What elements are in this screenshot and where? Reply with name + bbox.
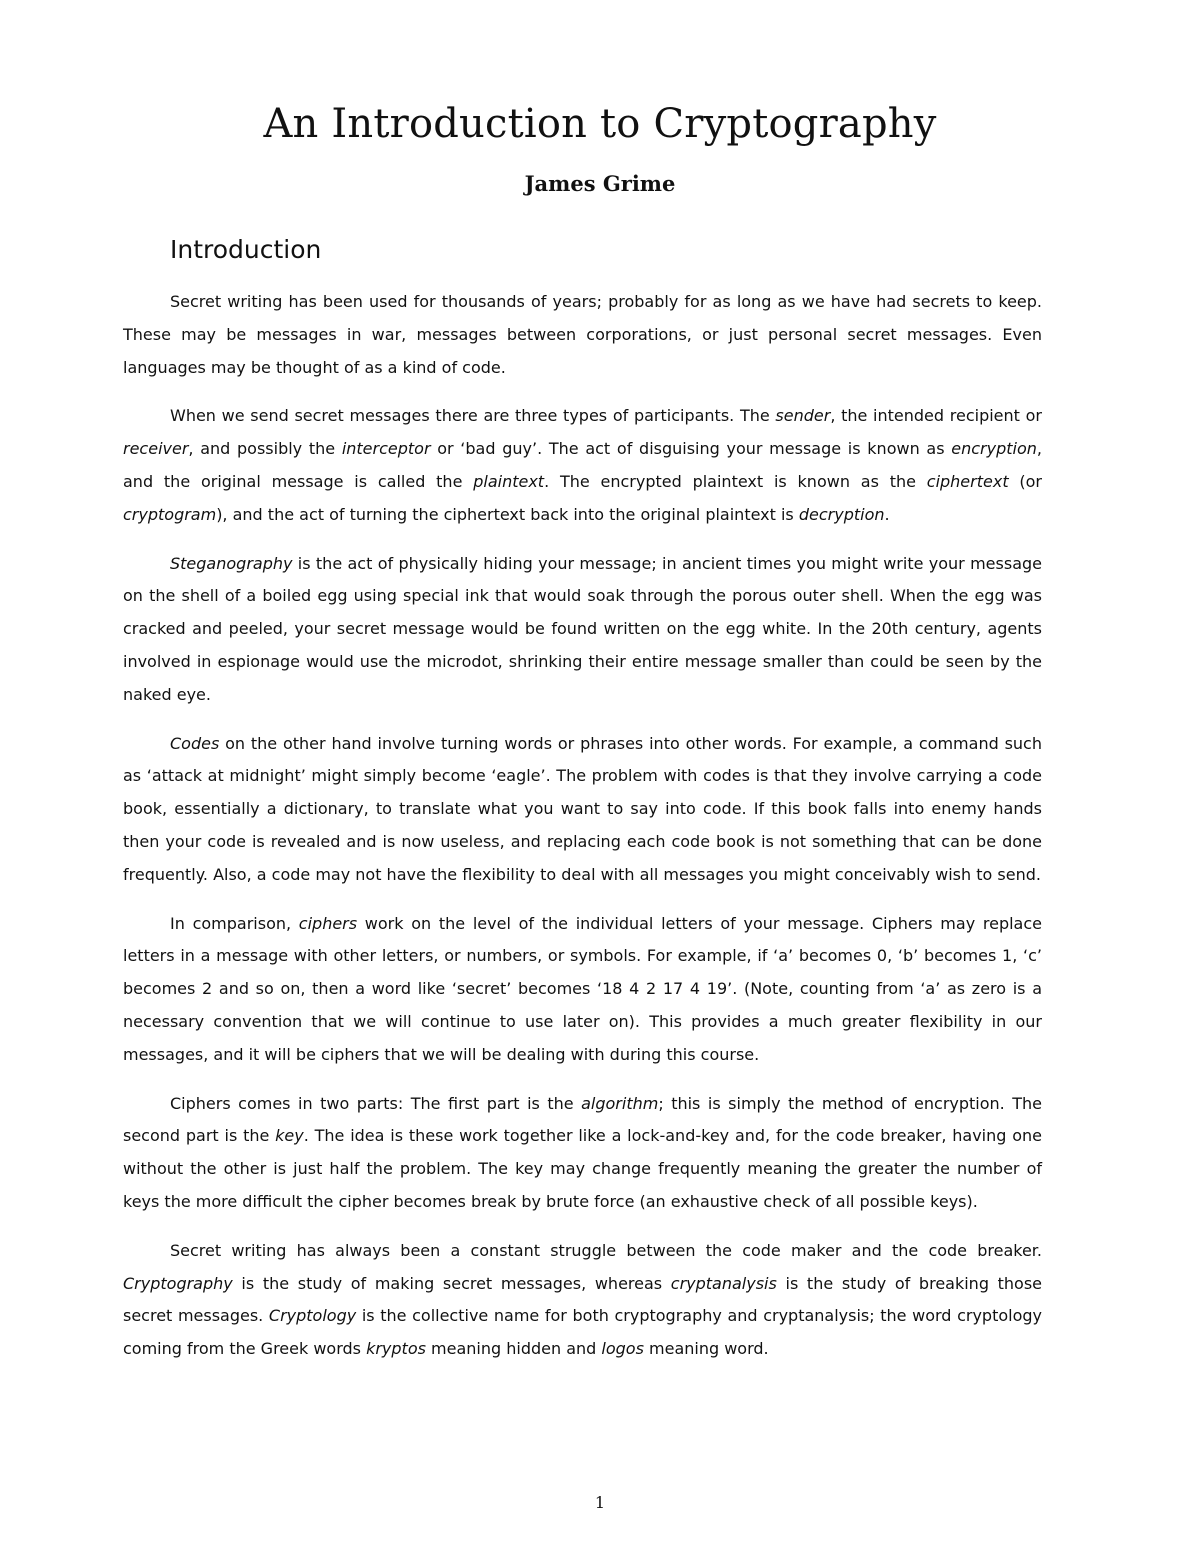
paragraph	[123, 908, 1042, 1072]
italic-term: cryptogram	[123, 504, 217, 524]
text-run: is the act of physically hiding your message; in ancient times you might write your message on the shell of a boiled egg using special ink that would soak through the porous outer shell. When the egg was cracked and peeled, your secret message would be found written on the egg white. In the 20th century, agents involved in espionage would use the microdot, shrinking their entire message smaller than could be seen by the naked eye.	[123, 553, 1042, 704]
italic-term: Steganography	[170, 553, 293, 573]
text-run: , and the original message is called the	[123, 439, 1042, 491]
italic-term: kryptos	[366, 1339, 426, 1359]
italic-term: plaintext	[473, 471, 545, 491]
italic-term: receiver	[123, 439, 189, 459]
italic-term: algorithm	[581, 1093, 659, 1113]
paragraph	[123, 1088, 1042, 1219]
text-run: . The encrypted plaintext is known as the	[544, 471, 927, 491]
italic-term: Cryptography	[123, 1273, 233, 1293]
text-run: on the other hand involve turning words or phrases into other words. For example, a command such as ‘attack at midnight’ might simply become ‘eagle’. The problem with codes is that they involve carrying a code book, essentially a dictionary, to translate what you want to say into code. If this book falls into enemy hands then your code is revealed and is now useless, and replacing each code book is not something that can be done frequently. Also, a code may not have the flexibility to deal with all messages you might conceivably wish to send.	[123, 733, 1042, 884]
text-run: ; this is simply the method of encryption. The second part is the	[123, 1093, 1042, 1146]
text-run: When we send secret messages there are three types of participants. The	[170, 406, 776, 426]
italic-term: sender	[775, 406, 831, 426]
text-run: ), and the act of turning the ciphertext back into the original plaintext is	[216, 504, 799, 524]
body-text	[123, 286, 1042, 1382]
text-run: In comparison,	[170, 913, 299, 933]
text-run: Secret writing has always been a constant struggle between the code maker and the code breaker.	[170, 1240, 1042, 1260]
italic-term: cryptanalysis	[670, 1273, 777, 1293]
italic-term: Cryptology	[268, 1306, 357, 1326]
italic-term: ciphers	[298, 913, 358, 933]
italic-term: decryption	[798, 504, 885, 524]
text-run: .	[884, 504, 890, 524]
text-run: or ‘bad guy’. The act of disguising your message is known as	[430, 439, 952, 459]
text-run: is the study of making secret messages, whereas	[232, 1273, 671, 1293]
italic-term: encryption	[951, 439, 1037, 459]
text-run: , the intended recipient or	[830, 406, 1042, 426]
page-number: 1	[594, 1493, 606, 1512]
text-run: , and possibly the	[188, 439, 342, 459]
paragraph	[123, 1235, 1042, 1366]
italic-term: logos	[601, 1339, 644, 1359]
paragraph	[123, 286, 1042, 384]
author-name: James Grime	[524, 171, 676, 196]
paragraph	[123, 728, 1042, 892]
italic-term: ciphertext	[926, 471, 1009, 491]
section-heading: Introduction	[170, 235, 322, 264]
text-run: is the collective name for both cryptography and cryptanalysis; the word cryptology coming from the Greek words	[123, 1306, 1043, 1359]
italic-term: Codes	[170, 733, 220, 753]
text-run: is the study of breaking those secret messages.	[123, 1273, 1043, 1326]
text-run: meaning word.	[643, 1339, 769, 1359]
paragraph	[123, 548, 1042, 712]
text-run: work on the level of the individual letters of your message. Ciphers may replace letters in a message with other letters, or numbers, or symbols. For example, if ‘a’ becomes 0, ‘b’ becomes 1, ‘c’ becomes 2 and so on, then a word like ‘secret’ becomes ‘18 4 2 17 4 19’. (Note, counting from ‘a’ as zero is a necessary convention that we will continue to use later on). This provides a much greater flexibility in our messages, and it will be ciphers that we will be dealing with during this course.	[123, 913, 1042, 1064]
document-title: An Introduction to Cryptography	[263, 101, 937, 147]
italic-term: interceptor	[341, 439, 431, 459]
paragraph	[123, 400, 1042, 531]
text-run: meaning hidden and	[425, 1339, 602, 1359]
text-run: Ciphers comes in two parts: The first part is the	[170, 1093, 582, 1113]
text-run: . The idea is these work together like a lock-and-key and, for the code breaker, having one without the other is just half the problem. The key may change frequently meaning the greater the number of keys the more difficult the cipher becomes break by brute force (an exhaustive check of all possible keys).	[123, 1126, 1042, 1211]
italic-term: key	[275, 1126, 304, 1146]
text-run: Secret writing has been used for thousands of years; probably for as long as we have had secrets to keep. These may be messages in war, messages between corporations, or just personal secret messages. Even languages may be thought of as a kind of code.	[123, 292, 1042, 377]
text-run: (or	[1008, 471, 1043, 491]
